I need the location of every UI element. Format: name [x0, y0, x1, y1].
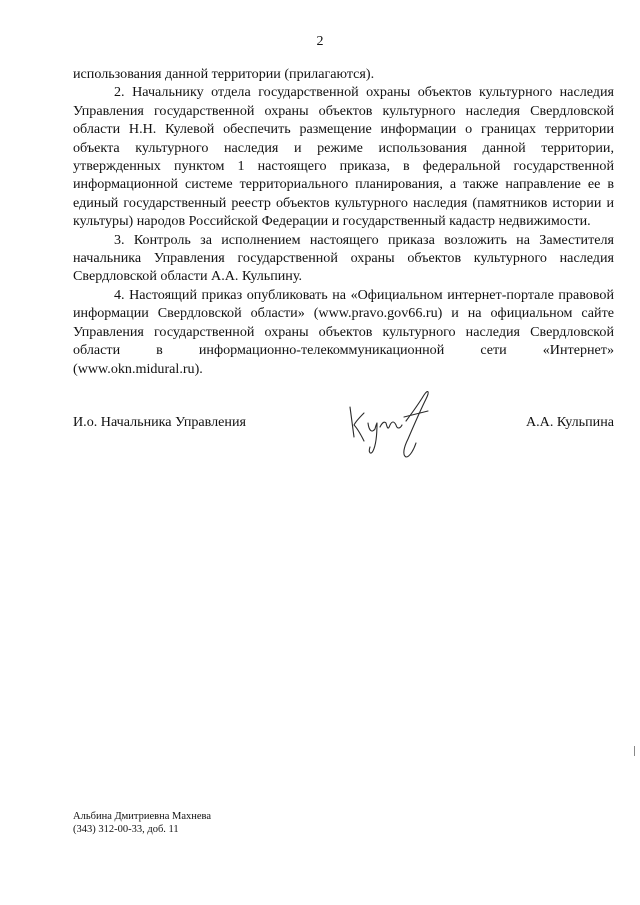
- handwritten-signature: [342, 385, 442, 465]
- executor-phone: (343) 312-00-33, доб. 11: [73, 824, 179, 835]
- paragraph-item-3: 3. Контроль за исполнением настоящего приказа возложить на Заместителя начальника Управления государственной охраны объектов культурного наследия Свердловской области А.А. Кульпину.: [73, 231, 614, 285]
- paragraph-continuation: использования данной территории (прилагаются).: [73, 66, 375, 82]
- signatory-position: И.о. Начальника Управления: [73, 414, 246, 430]
- signatory-name: А.А. Кульпина: [525, 414, 614, 430]
- page-number: 2: [316, 34, 324, 49]
- scan-edge-mark: [634, 746, 635, 756]
- paragraph-item-2: 2. Начальнику отдела государственной охраны объектов культурного наследия Управления государственной охраны объектов культурного наследия Свердловской области Н.Н. Кулевой обеспечить размещение информации о границах территории объекта культурного наследия и режиме использования данной территории, утвержденных пунктом 1 настоящего приказа, в федеральной государственной информационной системе территориального планирования, а также направление ее в единый государственный реестр объектов культурного наследия (памятников истории и культуры) народов Российской Федерации и государственный кадастр недвижимости.: [73, 84, 614, 230]
- executor-footer: [73, 810, 211, 836]
- executor-name: Альбина Дмитриевна Махнева: [73, 811, 212, 822]
- document-body: [73, 65, 614, 378]
- paragraph-item-4: 4. Настоящий приказ опубликовать на «Официальном интернет-портале правовой информации Свердловской области» (www.pravo.gov66.ru) и на официальном сайте Управления государственной охраны объектов культурного наследия Свердловской области в информационно-телекоммуникационной сети «Интернет» (www.okn.midural.ru).: [73, 286, 614, 377]
